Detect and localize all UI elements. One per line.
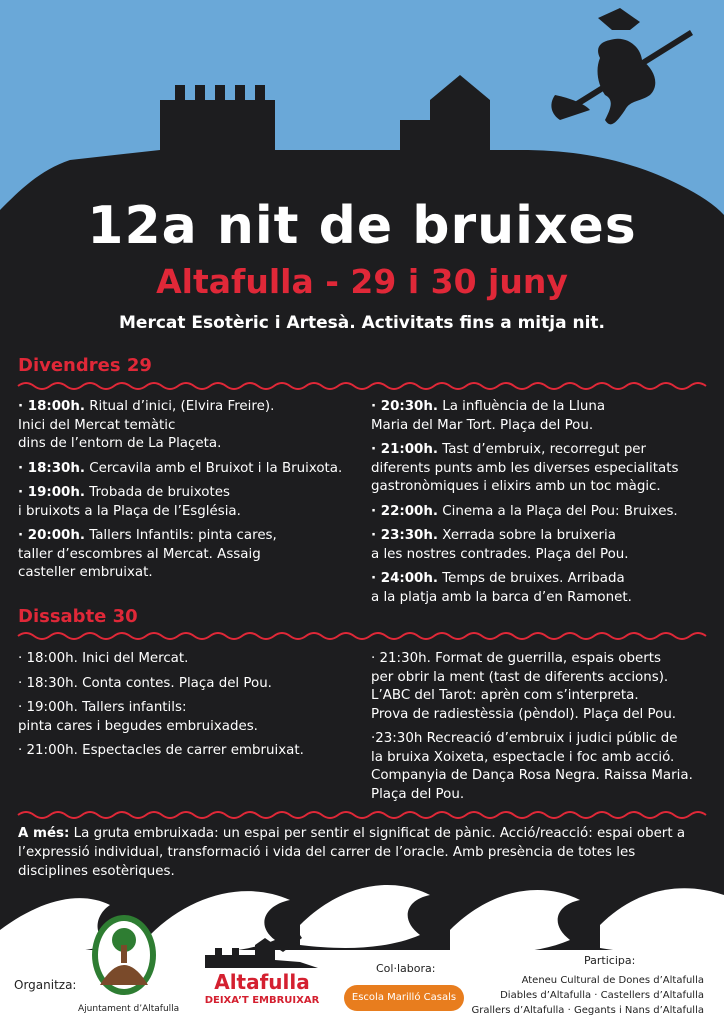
schedule-item: [371, 730, 711, 804]
organitza-label: Organitza:: [14, 978, 77, 992]
schedule-time: · 19:00h.: [18, 485, 85, 500]
schedule-item: [18, 484, 358, 521]
schedule-line: L’ABC del Tarot: aprèn com s’interpreta.: [371, 688, 639, 703]
schedule-item: [18, 527, 358, 583]
schedule-line: Maria del Mar Tort. Plaça del Pou.: [371, 417, 594, 433]
schedule-line: Prova de radiestèssia (pèndol). Plaça del Pou.: [371, 706, 677, 722]
schedule-line: i bruixots a la Plaça de l’Església.: [18, 503, 241, 519]
schedule-line: Cinema a la Plaça del Pou: Bruixes.: [438, 503, 678, 519]
schedule-line: Cercavila amb el Bruixot i la Bruixota.: [85, 460, 343, 476]
schedule-line: Inici del Mercat temàtic: [18, 417, 176, 433]
schedule-line: · 21:00h. Espectacles de carrer embruixat.: [18, 743, 304, 758]
schedule-item: [371, 527, 711, 564]
ames-paragraph: [18, 824, 708, 881]
schedule-item: [371, 398, 711, 435]
schedule-item: [371, 650, 711, 724]
schedule-line: Tast d’embruix, recorregut per: [438, 442, 647, 457]
day1-left-column: [18, 398, 358, 589]
schedule-item: [371, 441, 711, 497]
participant-2: Diables d’Altafulla · Castellers d’Altafulla: [500, 990, 704, 1001]
schedule-line: La influència de la Lluna: [438, 399, 606, 414]
participa-label: Participa:: [584, 954, 636, 967]
schedule-line: diferents punts amb les diverses especialitats: [371, 460, 679, 476]
schedule-line: gastronòmiques i elixirs amb un toc màgic.: [371, 479, 661, 494]
schedule-time: · 20:30h.: [371, 399, 438, 414]
ames-text: La gruta embruixada: un espai per sentir el significat de pànic. Acció/reacció: espai obert a l’expressió individual, transformació i vida del carrer de l’oracle. Amb presència de totes les disciplines esotèriques.: [18, 826, 686, 879]
schedule-line: la bruixa Xoixeta, espectacle i foc amb acció.: [371, 749, 675, 765]
day1-right-column: [371, 398, 711, 613]
brand-name: Altafulla: [214, 970, 310, 994]
day2-heading: Dissabte 30: [18, 606, 138, 627]
schedule-item: [371, 503, 711, 522]
schedule-time: · 24:00h.: [371, 571, 438, 586]
schedule-line: ·23:30h Recreació d’embruix i judici públic de: [371, 731, 678, 746]
schedule-line: Xerrada sobre la bruixeria: [438, 528, 616, 543]
day1-heading: Divendres 29: [18, 355, 152, 376]
schedule-item: [18, 742, 358, 761]
schedule-line: a la platja amb la barca d’en Ramonet.: [371, 589, 632, 605]
tagline: Mercat Esotèric i Artesà. Activitats fins a mitja nit.: [119, 313, 605, 333]
schedule-item: [18, 699, 358, 736]
participant-3: Grallers d’Altafulla · Gegants i Nans d’Altafulla: [471, 1005, 704, 1016]
participant-1: Ateneu Cultural de Dones d’Altafulla: [521, 975, 704, 986]
schedule-line: dins de l’entorn de La Plaçeta.: [18, 436, 222, 451]
schedule-line: Plaça del Pou.: [371, 786, 465, 802]
schedule-line: Trobada de bruixotes: [85, 485, 230, 500]
escola-logo: Escola Marilló Casals: [344, 985, 464, 1011]
schedule-item: [371, 570, 711, 607]
schedule-line: pinta cares i begudes embruixades.: [18, 718, 258, 734]
schedule-line: · 19:00h. Tallers infantils:: [18, 700, 187, 715]
day2-left-column: [18, 650, 358, 767]
schedule-time: · 23:30h.: [371, 528, 438, 543]
schedule-line: per obrir la ment (tast de diferents accions).: [371, 669, 669, 685]
schedule-line: Ritual d’inici, (Elvira Freire).: [85, 399, 275, 414]
schedule-item: [18, 398, 358, 454]
schedule-line: · 18:00h. Inici del Mercat.: [18, 651, 189, 666]
schedule-time: · 18:30h.: [18, 460, 85, 476]
brand-slogan: DEIXA’T EMBRUIXAR: [204, 995, 320, 1006]
schedule-time: · 20:00h.: [18, 528, 85, 543]
schedule-item: [18, 675, 358, 694]
schedule-item: [18, 460, 358, 479]
schedule-line: taller d’escombres al Mercat. Assaig: [18, 546, 261, 562]
schedule-time: · 21:00h.: [371, 442, 438, 457]
page-title: 12a nit de bruixes: [87, 196, 637, 256]
schedule-time: · 18:00h.: [18, 399, 85, 414]
schedule-time: · 22:00h.: [371, 503, 438, 519]
schedule-line: Tallers Infantils: pinta cares,: [85, 528, 277, 543]
colabora-label: Col·labora:: [376, 962, 436, 975]
ajuntament-shield-icon: [92, 915, 156, 995]
ajuntament-name: Ajuntament d’Altafulla: [78, 1004, 180, 1014]
schedule-line: a les nostres contrades. Plaça del Pou.: [371, 546, 629, 562]
schedule-line: · 18:30h. Conta contes. Plaça del Pou.: [18, 675, 272, 691]
schedule-line: casteller embruixat.: [18, 565, 153, 580]
schedule-line: · 21:30h. Format de guerrilla, espais oberts: [371, 651, 661, 666]
schedule-line: Companyia de Dança Rosa Negra. Raissa Maria.: [371, 768, 693, 783]
event-subtitle: Altafulla - 29 i 30 juny: [156, 262, 568, 301]
ames-label: A més:: [18, 826, 70, 841]
schedule-item: [18, 650, 358, 669]
schedule-line: Temps de bruixes. Arribada: [438, 571, 625, 586]
day2-right-column: [371, 650, 711, 810]
